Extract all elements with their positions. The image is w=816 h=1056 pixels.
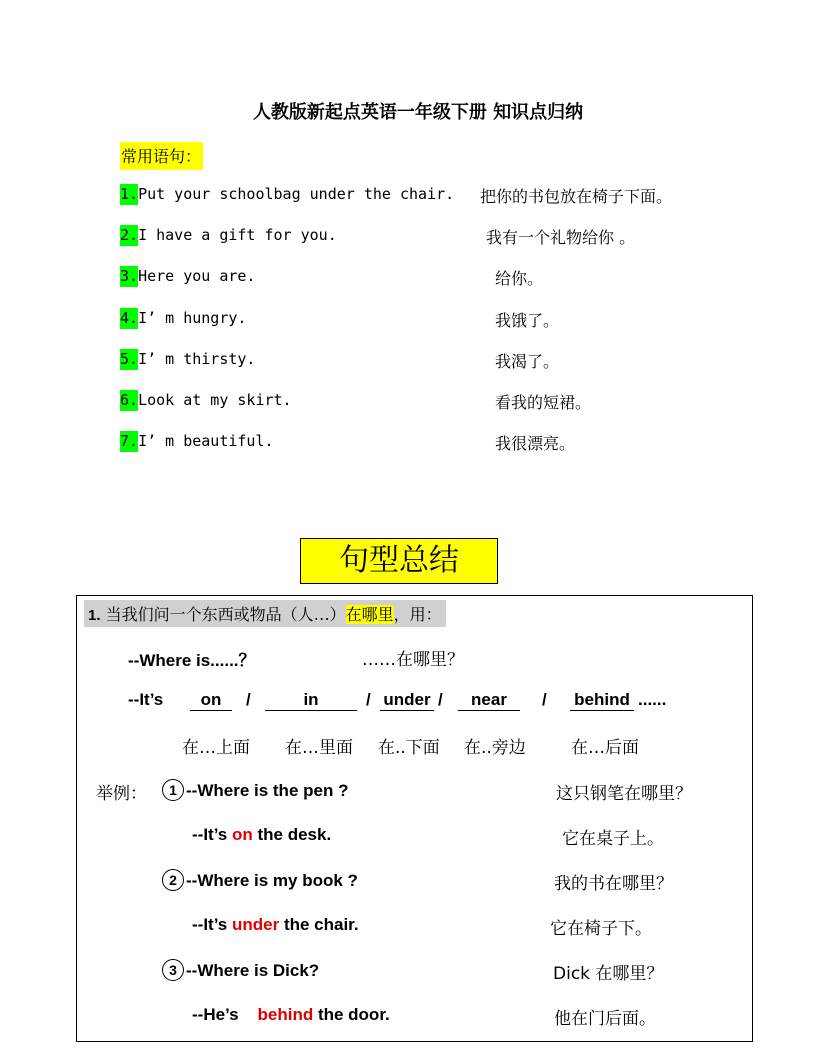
meaning-in: 在…里面 [285,738,353,758]
summary-heading: 句型总结 [300,538,498,584]
preposition-in: in [265,690,357,711]
example-question-cn: Dick 在哪里？ [553,964,664,984]
preposition-on: on [190,690,232,711]
list-item [120,184,454,206]
answer-rest: the desk. [252,825,332,844]
examples-label: 举例： [96,784,147,804]
separator: / [542,690,547,709]
list-item [120,308,246,330]
chinese-translation: 我很漂亮。 [495,434,576,453]
meaning-under: 在..下面 [378,738,440,758]
english-sentence: Look at my skirt. [138,391,292,409]
chinese-translation: 我饿了。 [495,311,560,330]
example-question [162,959,319,981]
question-text: 当我们问一个东西或物品（人…） [100,605,346,624]
preposition-near: near [458,690,520,711]
page-title: 人教版新起点英语一年级下册 知识点归纳 [252,102,584,123]
example-question-cn: 我的书在哪里？ [554,874,673,894]
answer-lead: --It’s [192,825,232,844]
meaning-on: 在…上面 [182,738,250,758]
question-label [84,600,446,627]
english-sentence: Put your schoolbag under the chair. [138,185,455,203]
list-item [120,225,337,247]
chinese-translation: 看我的短裙。 [495,393,592,412]
item-number: 4. [120,309,139,327]
list-item [120,390,292,412]
circled-number: 1 [162,779,184,801]
ellipsis: ...... [638,690,667,709]
chinese-translation: 把你的书包放在椅子下面。 [480,187,673,206]
example-answer-cn: 它在桌子上。 [562,829,664,849]
separator: / [438,690,443,709]
circled-number: 3 [162,959,184,981]
example-answer [192,825,331,845]
example-answer [192,1005,390,1025]
answer-rest: the door. [313,1005,390,1024]
its-lead: --It’s [128,690,164,709]
answer-lead: --It’s [192,915,232,934]
common-sentences-label: 常用语句： [120,142,203,170]
item-number: 7. [120,432,139,450]
english-sentence: Here you are. [138,267,256,285]
chinese-translation: 给你。 [495,269,544,288]
question-text: --Where is my book ? [186,871,358,890]
highlighted-text: 在哪里 [345,605,394,624]
chinese-translation: 我渴了。 [495,352,560,371]
example-answer-cn: 他在门后面。 [554,1009,656,1029]
item-number: 5. [120,350,139,368]
english-sentence: I have a gift for you. [138,226,337,244]
answer-preposition: on [231,825,253,844]
english-sentence: I’ m beautiful. [138,432,274,450]
where-question: --Where is......？ [128,651,256,670]
list-item [120,266,255,288]
list-item [120,349,255,371]
answer-lead: --He’s [192,1005,258,1024]
item-number: 6. [120,391,139,409]
example-question [162,779,348,801]
where-question-cn: ……在哪里？ [362,650,464,670]
circled-number: 2 [162,869,184,891]
example-question [162,869,358,891]
example-question-cn: 这只钢笔在哪里？ [556,784,692,804]
answer-preposition: behind [257,1005,314,1024]
preposition-under: under [380,690,434,711]
meaning-near: 在..旁边 [464,738,526,758]
answer-preposition: under [231,915,280,934]
separator: / [246,690,251,709]
example-answer-cn: 它在椅子下。 [550,919,652,939]
question-text-end: ，用： [393,605,442,624]
question-number: 1. [88,607,101,624]
meaning-behind: 在…后面 [571,738,639,758]
answer-rest: the chair. [279,915,359,934]
list-item [120,431,274,453]
item-number: 1. [120,185,139,203]
item-number: 2. [120,226,139,244]
separator: / [366,690,371,709]
english-sentence: I’ m hungry. [138,309,247,327]
chinese-translation: 我有一个礼物给你 。 [486,228,636,247]
question-text: --Where is Dick? [186,961,320,980]
example-answer [192,915,359,935]
item-number: 3. [120,267,139,285]
preposition-behind: behind [570,690,634,711]
question-text: --Where is the pen ? [186,781,349,800]
english-sentence: I’ m thirsty. [138,350,256,368]
